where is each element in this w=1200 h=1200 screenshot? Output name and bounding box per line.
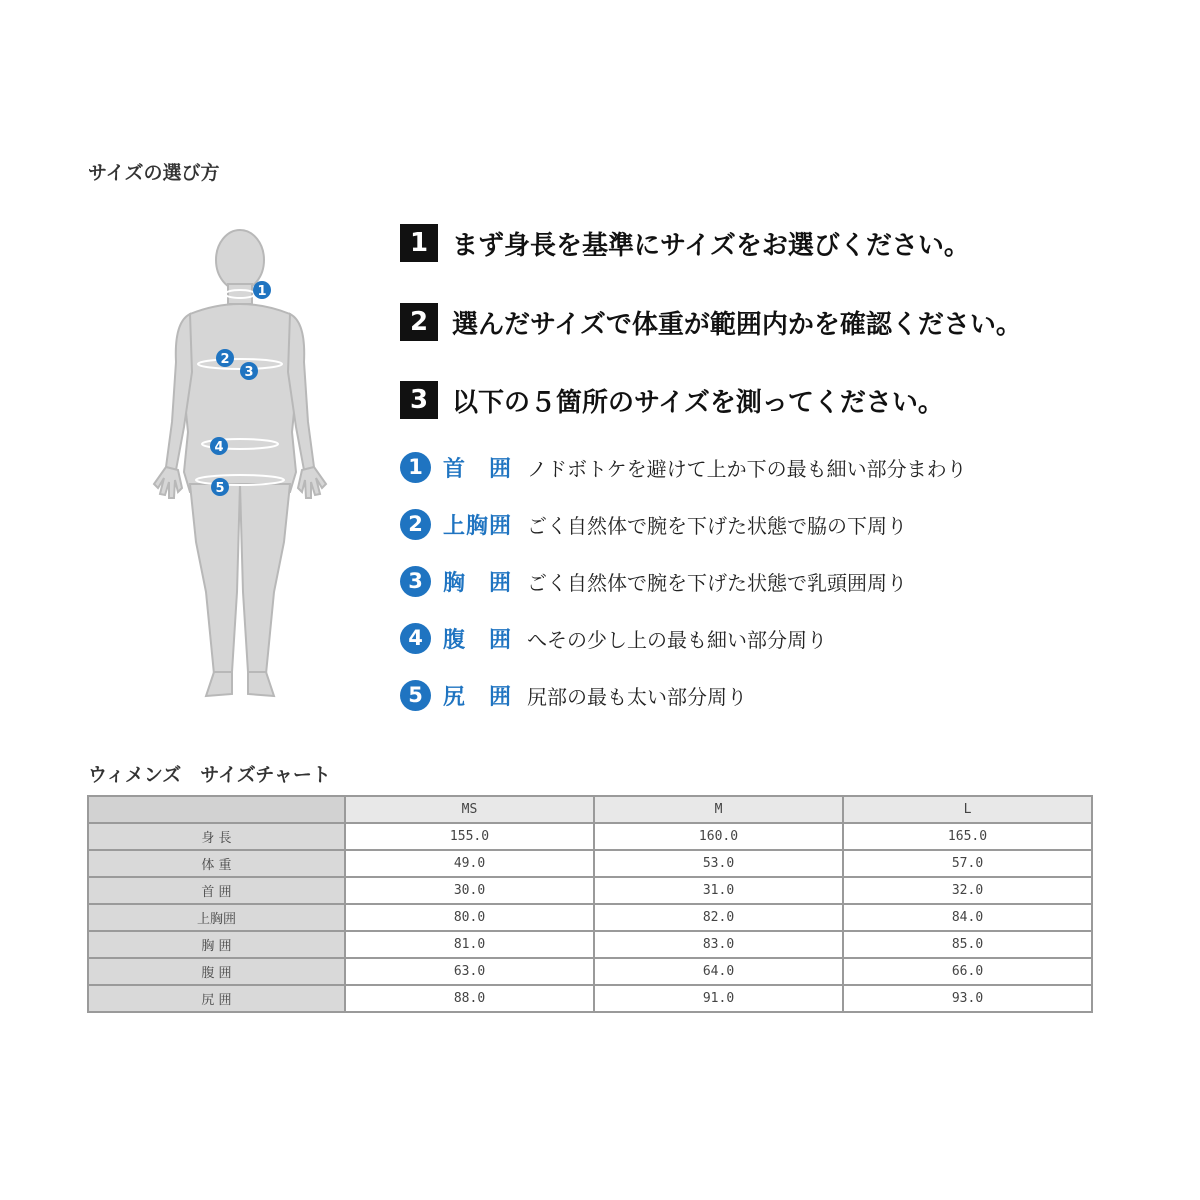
- measurement-number-badge: 4: [400, 623, 431, 654]
- table-cell: 66.0: [843, 958, 1092, 985]
- step-1: [400, 223, 970, 263]
- table-cell: 31.0: [594, 877, 843, 904]
- figure-marker-3: [240, 362, 258, 380]
- measurement-description: へその少し上の最も細い部分周り: [527, 627, 827, 652]
- table-cell: 155.0: [345, 823, 594, 850]
- row-label: 胸 囲: [88, 931, 345, 958]
- step-text: 以下の５箇所のサイズを測ってください。: [452, 387, 944, 418]
- measurement-name: 首 囲: [443, 456, 513, 482]
- measurement-description: ごく自然体で腕を下げた状態で脇の下周り: [527, 513, 907, 538]
- measurement-neck: [400, 450, 967, 484]
- svg-text:2: 2: [220, 352, 230, 367]
- measurement-name: 腹 囲: [443, 627, 513, 653]
- table-cell: 160.0: [594, 823, 843, 850]
- table-cell: 53.0: [594, 850, 843, 877]
- measurement-name: 上胸囲: [443, 513, 513, 539]
- figure-marker-2: [216, 349, 234, 367]
- table-cell: 85.0: [843, 931, 1092, 958]
- step-3: [400, 380, 944, 420]
- table-header-row: [88, 796, 1092, 823]
- table-cell: 91.0: [594, 985, 843, 1012]
- row-label: 上胸囲: [88, 904, 345, 931]
- row-label: 体 重: [88, 850, 345, 877]
- step-number-box: 3: [400, 381, 438, 419]
- measurement-chest: [400, 564, 907, 598]
- table-row: [88, 850, 1092, 877]
- table-cell: 93.0: [843, 985, 1092, 1012]
- table-cell: 82.0: [594, 904, 843, 931]
- table-corner-cell: [88, 796, 345, 823]
- table-cell: 49.0: [345, 850, 594, 877]
- table-cell: 30.0: [345, 877, 594, 904]
- table-cell: 57.0: [843, 850, 1092, 877]
- table-cell: 64.0: [594, 958, 843, 985]
- table-row: [88, 823, 1092, 850]
- table-cell: 84.0: [843, 904, 1092, 931]
- measurement-number-badge: 3: [400, 566, 431, 597]
- row-label: 身 長: [88, 823, 345, 850]
- table-cell: 83.0: [594, 931, 843, 958]
- measurement-name: 尻 囲: [443, 684, 513, 710]
- svg-text:1: 1: [257, 284, 267, 299]
- measurement-number-badge: 5: [400, 680, 431, 711]
- svg-text:3: 3: [244, 365, 254, 380]
- column-header-m: M: [594, 796, 843, 823]
- step-number-box: 2: [400, 303, 438, 341]
- measurement-number-badge: 2: [400, 509, 431, 540]
- table-row: [88, 958, 1092, 985]
- measurement-hip: [400, 678, 747, 712]
- table-cell: 81.0: [345, 931, 594, 958]
- measurement-upper-chest: [400, 507, 907, 541]
- figure-marker-5: [211, 478, 229, 496]
- figure-marker-1: [253, 281, 271, 299]
- measurement-description: ごく自然体で腕を下げた状態で乳頭囲周り: [527, 570, 907, 595]
- table-row: [88, 877, 1092, 904]
- column-header-ms: MS: [345, 796, 594, 823]
- measurement-name: 胸 囲: [443, 570, 513, 596]
- body-figure-illustration: [140, 222, 350, 712]
- row-label: 腹 囲: [88, 958, 345, 985]
- table-cell: 165.0: [843, 823, 1092, 850]
- how-to-choose-title: サイズの選び方: [88, 162, 220, 184]
- table-cell: 32.0: [843, 877, 1092, 904]
- table-row: [88, 985, 1092, 1012]
- size-chart-table: [87, 795, 1093, 1013]
- step-2: [400, 302, 1022, 342]
- table-row: [88, 931, 1092, 958]
- size-chart-title: ウィメンズ サイズチャート: [88, 764, 331, 786]
- step-number-box: 1: [400, 224, 438, 262]
- measurement-waist: [400, 621, 827, 655]
- row-label: 首 囲: [88, 877, 345, 904]
- table-cell: 80.0: [345, 904, 594, 931]
- svg-text:4: 4: [214, 440, 224, 455]
- svg-text:5: 5: [215, 481, 225, 496]
- step-text: まず身長を基準にサイズをお選びください。: [452, 230, 970, 261]
- step-text: 選んだサイズで体重が範囲内かを確認ください。: [452, 309, 1022, 340]
- measurement-description: 尻部の最も太い部分周り: [527, 684, 747, 709]
- table-cell: 88.0: [345, 985, 594, 1012]
- row-label: 尻 囲: [88, 985, 345, 1012]
- column-header-l: L: [843, 796, 1092, 823]
- measurement-number-badge: 1: [400, 452, 431, 483]
- figure-marker-4: [210, 437, 228, 455]
- measurement-description: ノドボトケを避けて上か下の最も細い部分まわり: [527, 456, 967, 481]
- table-cell: 63.0: [345, 958, 594, 985]
- table-row: [88, 904, 1092, 931]
